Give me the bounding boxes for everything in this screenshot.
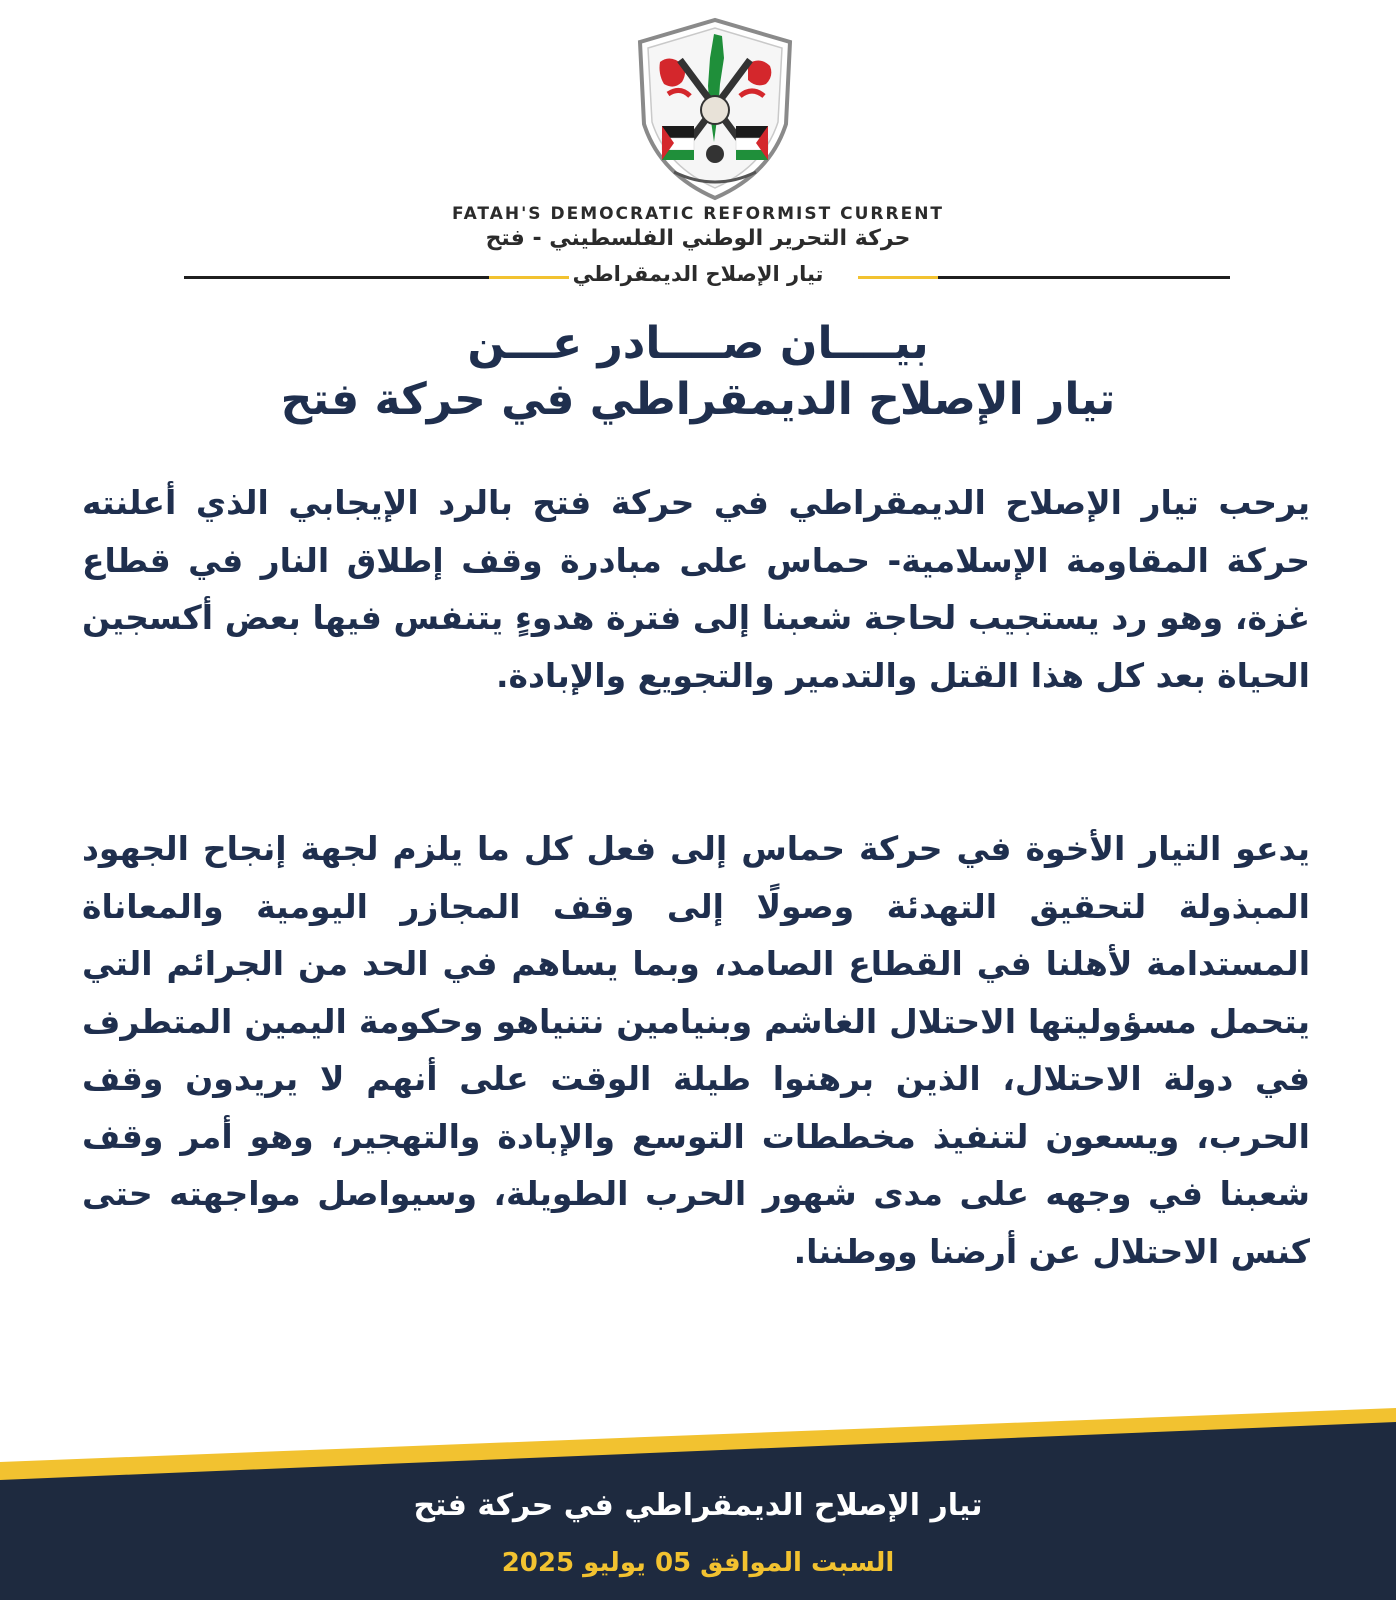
statement-subtitle: تيار الإصلاح الديمقراطي في حركة فتح <box>280 374 1116 425</box>
footer-org-name: تيار الإصلاح الديمقراطي في حركة فتح <box>413 1488 983 1523</box>
header-divider-accent-right <box>858 276 938 279</box>
emblem-shield-icon <box>630 14 800 204</box>
footer-date: السبت الموافق 05 يوليو 2025 <box>501 1548 895 1578</box>
org-name-english: FATAH'S DEMOCRATIC REFORMIST CURRENT <box>451 204 945 224</box>
org-subtitle-arabic: تيار الإصلاح الديمقراطي <box>572 262 824 286</box>
header-divider-right <box>938 276 1230 279</box>
statement-paragraph-1: يرحب تيار الإصلاح الديمقراطي في حركة فتح بالرد الإيجابي الذي أعلنته حركة المقاومة الإسلامية- حماس على مبادرة وقف إطلاق النار في قطاع غزة، وهو رد يستجيب لحاجة شعبنا إلى فترة هدوءٍ يتنفس فيها بعض أكسجين الحياة بعد كل هذا القتل والتدمير والتجويع والإبادة. <box>82 483 1310 695</box>
fatah-emblem-logo <box>630 14 800 204</box>
org-name-arabic: حركة التحرير الوطني الفلسطيني - فتح <box>485 226 911 251</box>
statement-title: بيــــان صــــادر عـــن <box>467 318 929 369</box>
statement-paragraph-2: يدعو التيار الأخوة في حركة حماس إلى فعل كل ما يلزم لجهة إنجاح الجهود المبذولة لتحقيق التهدئة وصولًا إلى وقف المجازر اليومية والمعاناة المستدامة لأهلنا في القطاع الصامد، وبما يساهم في الحد من الجرائم التي يتحمل مسؤوليتها الاحتلال الغاشم وبنيامين نتنياهو وحكومة اليمين المتطرف في دولة الاحتلال، الذين برهنوا طيلة الوقت على أنهم لا يريدون وقف الحرب، ويسعون لتنفيذ مخططات التوسع والإبادة والتهجير، وهو أمر وقف شعبنا في وجهه على مدى شهور الحرب الطويلة، وسيواصل مواجهته حتى كنس الاحتلال عن أرضنا ووطننا. <box>82 829 1310 1271</box>
